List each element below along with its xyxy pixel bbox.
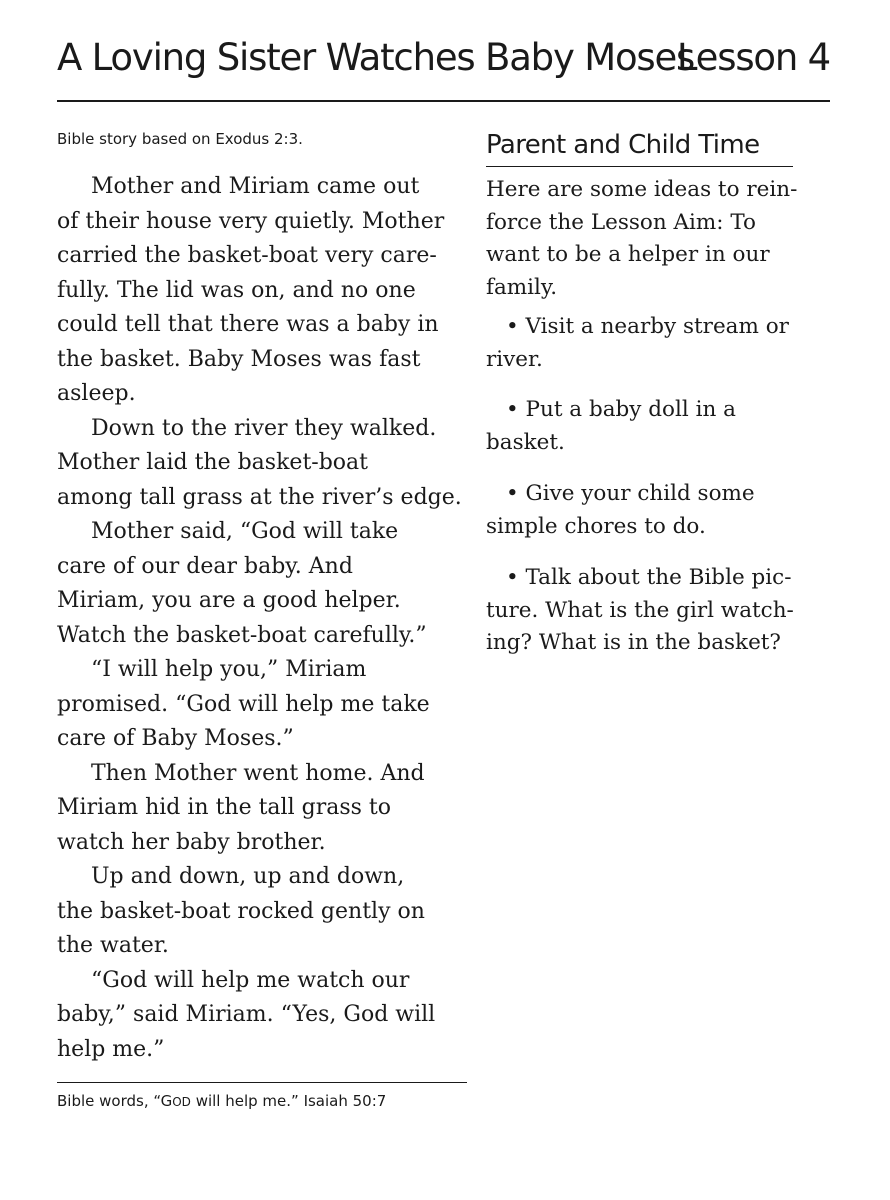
bible-words [57,1092,386,1110]
page-title: A Loving Sister Watches Baby Moses [57,36,695,79]
story-line: watch her baby brother. [57,829,326,855]
story-line: care of our dear baby. And [57,553,353,579]
story-line: the basket-boat rocked gently on [57,898,425,924]
story-line: among tall grass at the river’s edge. [57,484,462,510]
lesson-number: Lesson 4 [676,36,830,79]
idea-line: • Visit a nearby stream or [506,314,789,339]
story-line: the water. [57,933,169,958]
idea-line: river. [486,346,543,372]
sidebar-heading-underline [486,166,793,167]
story-line: “I will help you,” Miriam [91,657,367,682]
intro-line: want to be a helper in our [486,242,770,267]
idea-item [486,478,831,543]
story-line: Miriam, you are a good helper. [57,588,401,613]
header-divider [57,100,830,102]
footer-divider [57,1082,467,1083]
story-line: Mother said, “God will take [91,519,399,544]
story-line: could tell that there was a baby in [57,312,439,337]
story-line: asleep. [57,381,136,406]
idea-item [486,394,831,459]
idea-line: ing? What is in the basket? [486,630,781,655]
story-line: Up and down, up and down, [91,864,405,889]
sidebar-heading: Parent and Child Time [486,130,760,160]
idea-line: basket. [486,429,565,455]
idea-line: • Talk about the Bible pic- [506,565,792,590]
bible-words-prefix: Bible words, “G [57,1092,173,1110]
bible-words-suffix: will help me.” Isaiah 50:7 [190,1092,387,1110]
story-line: Watch the basket-boat carefully.” [57,622,427,648]
idea-item [486,311,831,376]
story-line: baby,” said Miriam. “Yes, God will [57,1002,436,1027]
intro-line: force the Lesson Aim: To [486,209,756,235]
intro-line: family. [486,274,558,300]
story-line: Miriam hid in the tall grass to [57,795,391,820]
sidebar-intro [486,174,831,304]
story-line: “God will help me watch our [91,967,410,993]
intro-line: Here are some ideas to rein- [486,177,798,202]
story-line: care of Baby Moses.” [57,726,294,751]
story-line: Down to the river they walked. [91,415,437,441]
idea-line: ture. What is the girl watch- [486,597,794,623]
story-reference: Bible story based on Exodus 2:3. [57,130,303,148]
bible-words-smallcaps: OD [172,1095,191,1109]
idea-line: simple chores to do. [486,513,706,539]
story-body [57,170,467,1067]
story-line: of their house very quietly. Mother [57,208,445,234]
story-line: promised. “God will help me take [57,691,430,717]
idea-item [486,562,831,660]
idea-line: • Give your child some [506,481,755,506]
story-line: help me.” [57,1036,165,1062]
page-header [57,36,830,86]
story-line: Mother and Miriam came out [91,174,420,199]
story-line: Mother laid the basket-boat [57,450,368,475]
story-line: Then Mother went home. And [91,760,425,786]
story-line: the basket. Baby Moses was fast [57,346,421,372]
story-line: carried the basket-boat very care- [57,243,437,268]
story-line: fully. The lid was on, and no one [57,277,416,303]
idea-line: • Put a baby doll in a [506,397,736,422]
